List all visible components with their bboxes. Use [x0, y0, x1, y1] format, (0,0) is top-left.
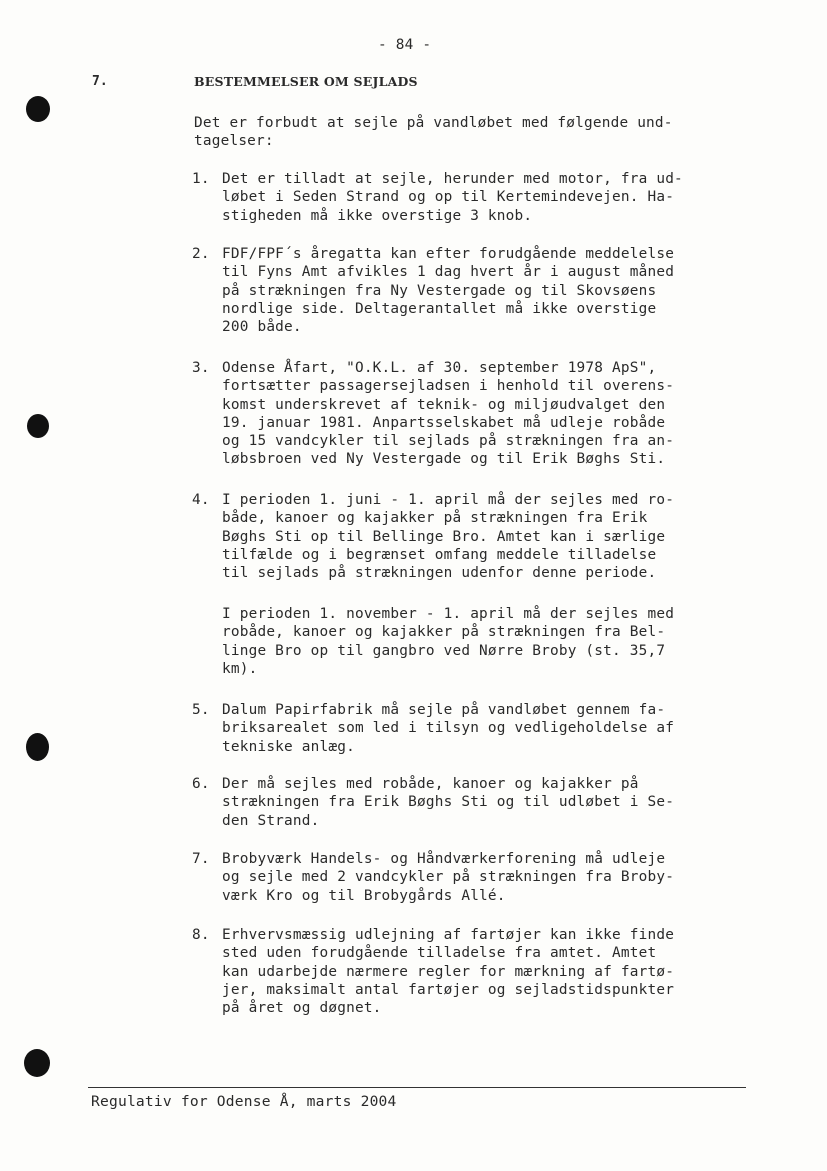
item-line: Brobyværk Handels- og Håndværkerforening må udleje	[222, 851, 666, 867]
item-line: Dalum Papirfabrik må sejle på vandløbet gennem fa-	[222, 702, 666, 718]
item-line: løbet i Seden Strand og op til Kertemindevejen. Ha-	[222, 189, 675, 206]
item-line: stigheden må ikke overstige 3 knob.	[222, 207, 533, 224]
item-line: både, kanoer og kajakker på strækningen fra Erik	[222, 510, 648, 527]
item-line: og sejle med 2 vandcykler på strækningen fra Broby-	[222, 869, 675, 886]
item-line: den Strand.	[222, 812, 320, 829]
item-line: 19. januar 1981. Anpartsselskabet må udleje robåde	[222, 414, 666, 431]
item-number: 5.	[192, 702, 210, 718]
section-number: 7.	[92, 74, 108, 89]
item-line: briksarealet som led i tilsyn og vedligeholdelse af	[222, 720, 675, 737]
item-line: I perioden 1. juni - 1. april må der sejles med ro-	[222, 492, 675, 508]
item-line: robåde, kanoer og kajakker på strækningen fra Bel-	[222, 624, 666, 641]
item-line: FDF/FPF´s åregatta kan efter forudgående meddelelse	[222, 246, 675, 262]
item-line: I perioden 1. november - 1. april må der sejles med	[222, 606, 675, 622]
footer-divider	[88, 1087, 746, 1088]
punch-hole-2	[27, 414, 49, 438]
list-item	[222, 775, 674, 830]
list-item	[222, 359, 674, 469]
item-line: tekniske anlæg.	[222, 738, 355, 755]
item-line: tilfælde og i begrænset omfang meddele tilladelse	[222, 546, 657, 563]
punch-hole-3	[26, 733, 49, 761]
intro-line: Det er forbudt at sejle på vandløbet med følgende und-	[194, 115, 673, 131]
item-line: komst underskrevet af teknik- og miljøudvalget den	[222, 396, 666, 413]
item-line: linge Bro op til gangbro ved Nørre Broby (st. 35,7	[222, 642, 666, 659]
list-item	[222, 926, 674, 1017]
list-item	[222, 170, 683, 225]
item-line: Odense Åfart, "O.K.L. af 30. september 1978 ApS",	[222, 360, 657, 376]
item-line: kan udarbejde nærmere regler for mærkning af fartø-	[222, 963, 675, 980]
footer-text: Regulativ for Odense Å, marts 2004	[91, 1093, 397, 1110]
item-line: sted uden forudgående tilladelse fra amtet. Amtet	[222, 945, 657, 962]
list-item	[222, 850, 674, 905]
section-title: BESTEMMELSER OM SEJLADS	[194, 74, 418, 89]
item-line: fortsætter passagersejladsen i henhold til overens-	[222, 378, 675, 395]
punch-hole-4	[24, 1049, 50, 1077]
punch-hole-1	[26, 96, 50, 122]
item-number: 1.	[192, 171, 210, 187]
page-number: - 84 -	[378, 37, 432, 53]
item-line: løbsbroen ved Ny Vestergade og til Erik Bøghs Sti.	[222, 451, 666, 468]
item-line: strækningen fra Erik Bøghs Sti og til udløbet i Se-	[222, 794, 675, 811]
item-number: 2.	[192, 246, 210, 262]
item-line: til sejlads på strækningen udenfor denne periode.	[222, 565, 657, 582]
item-number: 8.	[192, 927, 210, 943]
item-line: Der må sejles med robåde, kanoer og kajakker på	[222, 776, 639, 792]
list-item	[222, 701, 674, 756]
list-item	[222, 491, 674, 582]
list-item	[222, 245, 674, 336]
item-number: 7.	[192, 851, 210, 867]
intro-paragraph	[194, 114, 673, 151]
item-line: 200 både.	[222, 319, 302, 336]
item-number: 4.	[192, 492, 210, 508]
item-number: 3.	[192, 360, 210, 376]
item-number: 6.	[192, 776, 210, 792]
item-line: og 15 vandcykler til sejlads på strækningen fra an-	[222, 433, 675, 450]
list-item-paragraph	[222, 605, 674, 678]
item-line: Bøghs Sti op til Bellinge Bro. Amtet kan i særlige	[222, 528, 666, 545]
item-line: til Fyns Amt afvikles 1 dag hvert år i august måned	[222, 264, 675, 281]
item-line: nordlige side. Deltagerantallet må ikke overstige	[222, 300, 657, 317]
item-line: jer, maksimalt antal fartøjer og sejladstidspunkter	[222, 981, 675, 998]
item-line: Erhvervsmæssig udlejning af fartøjer kan ikke finde	[222, 927, 675, 943]
item-line: værk Kro og til Brobygårds Allé.	[222, 887, 506, 904]
intro-line: tagelser:	[194, 133, 274, 150]
item-line: Det er tilladt at sejle, herunder med motor, fra ud-	[222, 171, 683, 187]
item-line: på strækningen fra Ny Vestergade og til Skovsøens	[222, 282, 657, 299]
item-line: km).	[222, 660, 258, 677]
item-line: på året og døgnet.	[222, 1000, 382, 1017]
